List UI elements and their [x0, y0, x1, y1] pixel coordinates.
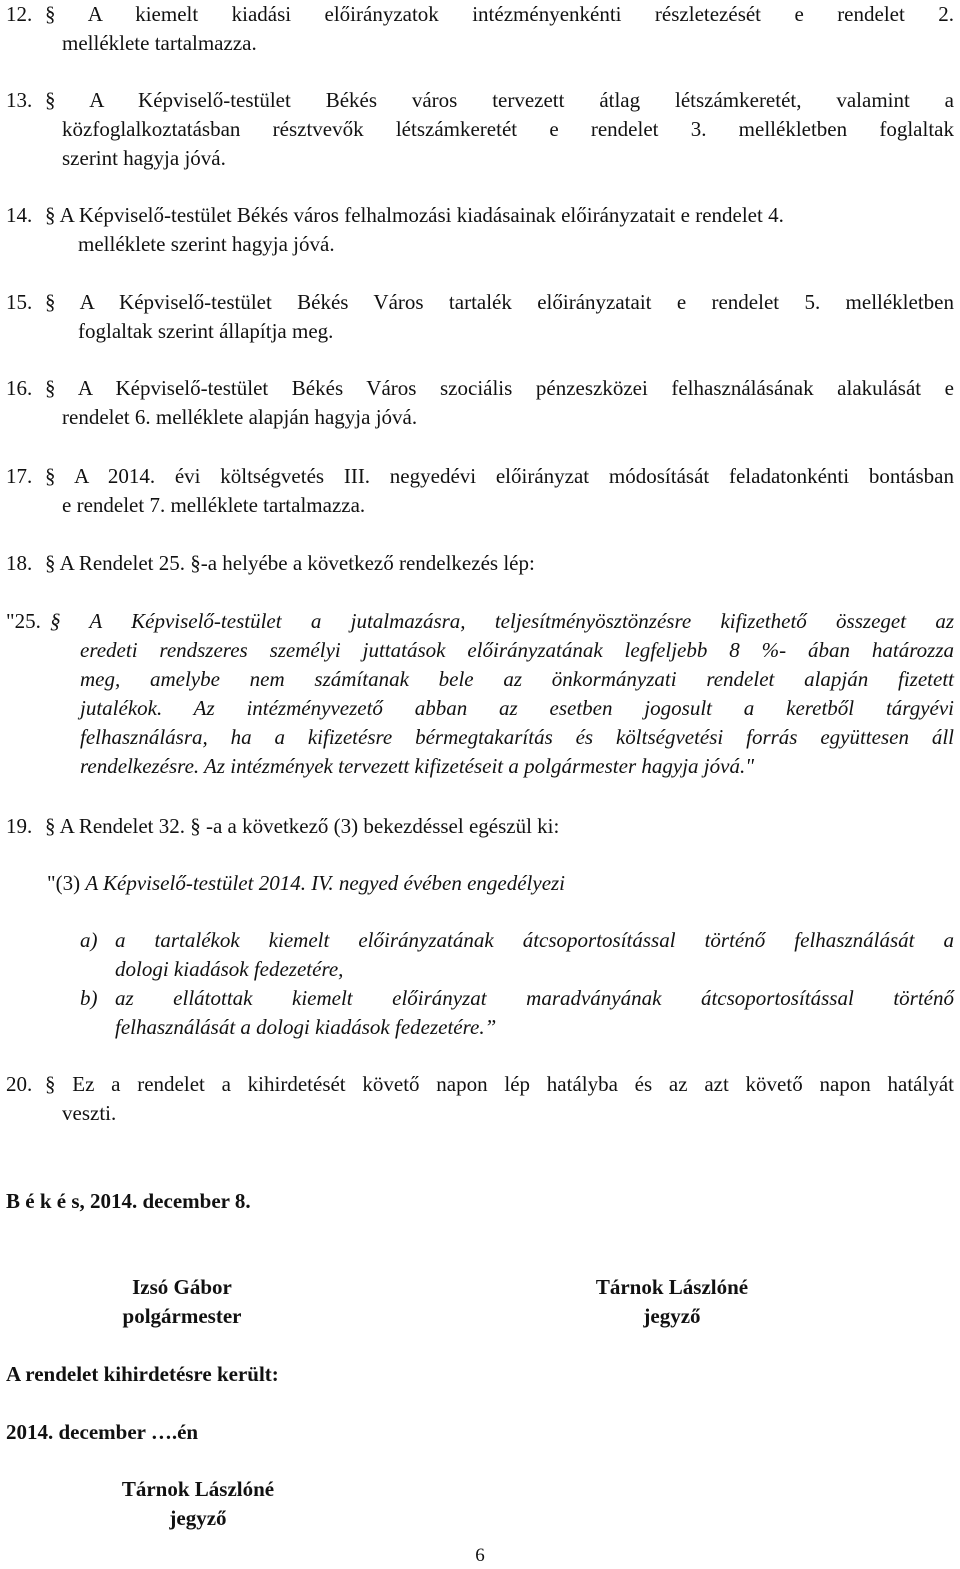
paragraph-prefix: "(3)	[47, 871, 86, 895]
notary-signature	[562, 1273, 782, 1331]
section-20	[6, 1070, 954, 1128]
section-number: 19.	[6, 814, 33, 838]
subitem-text: az ellátottak kiemelt előirányzat maradványának átcsoportosítással történő	[115, 986, 954, 1010]
paragraph-3	[47, 869, 565, 898]
section-17	[6, 462, 954, 520]
section-14	[6, 201, 954, 259]
section-text: § A Képviselő-testület Békés város felhalmozási kiadásainak előirányzatait e rendelet 4.	[45, 203, 784, 227]
section-text: melléklete tartalmazza.	[62, 31, 257, 55]
promulgation-label: A rendelet kihirdetésre került:	[6, 1362, 279, 1386]
section-text: § A Rendelet 32. § -a a következő (3) bekezdéssel egészül ki:	[45, 814, 560, 838]
mayor-name: Izsó Gábor	[132, 1275, 232, 1299]
section-text: eredeti rendszeres személyi juttatások előirányzatának legfeljebb 8 %- ában határozza	[80, 638, 954, 662]
section-text: § A Képviselő-testület Békés város tervezett átlag létszámkeretét, valamint a	[45, 88, 954, 112]
section-text: § A 2014. évi költségvetés III. negyedévi előirányzat módosítását feladatonkénti bontásban	[45, 464, 954, 488]
section-15	[6, 288, 954, 346]
section-number: 12.	[6, 2, 33, 26]
section-text: § A Képviselő-testület Békés Város tartalék előirányzatait e rendelet 5. mellékletben	[45, 290, 954, 314]
subitem-b	[80, 984, 954, 1042]
mayor-title: polgármester	[122, 1304, 242, 1328]
section-text: felhasználásra, ha a kifizetésre bérmegtakarítás és költségvetési forrás együttesen áll	[80, 725, 954, 749]
section-text: veszti.	[62, 1101, 117, 1125]
paragraph-text: A Képviselő-testület 2014. IV. negyed évében engedélyezi	[85, 871, 566, 895]
mayor-signature	[82, 1273, 282, 1331]
section-number: 17.	[6, 464, 33, 488]
section-number: 13.	[6, 88, 33, 112]
subitem-label: b)	[80, 986, 98, 1010]
page-number: 6	[475, 1545, 485, 1566]
notary-title: jegyző	[169, 1506, 227, 1530]
notary-name: Tárnok Lászlóné	[121, 1477, 275, 1501]
notary-name: Tárnok Lászlóné	[595, 1275, 749, 1299]
subitem-text: dologi kiadások fedezetére,	[115, 957, 344, 981]
section-text: § A Rendelet 25. §-a helyébe a következő rendelkezés lép:	[45, 551, 535, 575]
section-text: § A kiemelt kiadási előirányzatok intézményenkénti részletezését e rendelet 2.	[45, 2, 954, 26]
section-text: § A Képviselő-testület Békés Város szociális pénzeszközei felhasználásának alakulását e	[45, 376, 954, 400]
section-text: § Ez a rendelet a kihirdetését követő napon lép hatályba és az azt követő napon hatályát	[45, 1072, 954, 1096]
subitem-text: felhasználását a dologi kiadások fedezetére.”	[115, 1015, 497, 1039]
section-number: 14.	[6, 203, 33, 227]
section-12	[6, 0, 954, 58]
promulgation-date: 2014. december ….én	[6, 1420, 199, 1444]
section-text: melléklete szerint hagyja jóvá.	[78, 232, 335, 256]
section-text: rendelkezésre. Az intézmények tervezett kifizetéseit a polgármester hagyja jóvá."	[80, 754, 755, 778]
section-number: 15.	[6, 290, 33, 314]
notary-title: jegyző	[643, 1304, 701, 1328]
section-text: e rendelet 7. melléklete tartalmazza.	[62, 493, 366, 517]
quoted-section-25	[6, 607, 954, 781]
section-number: 16.	[6, 376, 33, 400]
section-18	[6, 549, 954, 578]
section-16	[6, 374, 954, 432]
section-text: meg, amelybe nem számítanak bele az önkormányzati rendelet alapján fizetett	[80, 667, 954, 691]
section-13	[6, 86, 954, 173]
section-text: közfoglalkoztatásban résztvevők létszámkeretét e rendelet 3. mellékletben foglaltak	[62, 117, 954, 141]
subitem-text: a tartalékok kiemelt előirányzatának átcsoportosítással történő felhasználását a	[115, 928, 954, 952]
subitem-label: a)	[80, 928, 98, 952]
section-19	[6, 812, 954, 841]
section-text: szerint hagyja jóvá.	[62, 146, 226, 170]
section-number: 20.	[6, 1072, 33, 1096]
section-text: jutalékok. Az intézményvezető abban az esetben jogosult a keretből tárgyévi	[80, 696, 954, 720]
promulgation-notary	[88, 1475, 308, 1533]
section-number: "25.	[6, 609, 41, 633]
section-number: 18.	[6, 551, 33, 575]
place-date: B é k é s, 2014. december 8.	[6, 1189, 251, 1213]
section-text: foglaltak szerint állapítja meg.	[78, 319, 334, 343]
section-text: rendelet 6. melléklete alapján hagyja jóvá.	[62, 405, 418, 429]
subitem-a	[80, 926, 954, 984]
section-text: § A Képviselő-testület a jutalmazásra, teljesítményösztönzésre kifizethető összeget az	[50, 609, 954, 633]
